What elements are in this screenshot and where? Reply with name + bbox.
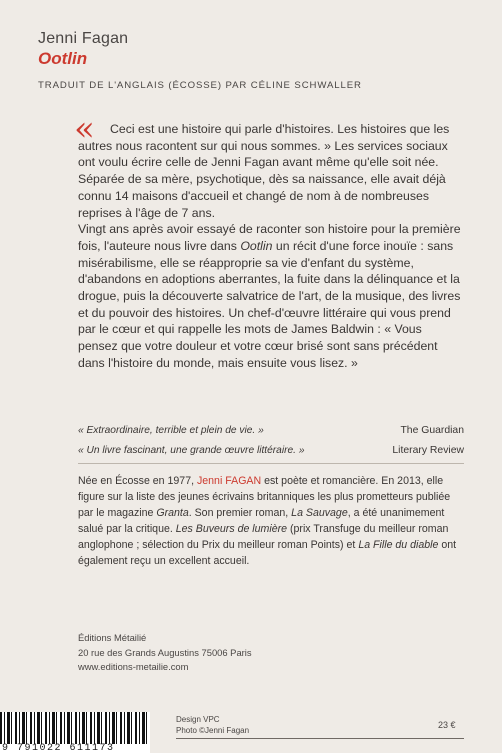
isbn-digits: 9 791022 611173	[2, 743, 115, 753]
photo-credit: Photo ©Jenni Fagan	[176, 726, 250, 735]
bottom-rule	[176, 738, 464, 739]
translator-credit: TRADUIT DE L'ANGLAIS (ÉCOSSE) PAR CÉLINE SCHWALLER	[38, 80, 362, 91]
author-name: Jenni Fagan	[38, 30, 129, 47]
blurb-paragraph-1: Ceci est une histoire qui parle d'histoires. Les histoires que les autres nous racontent sur qui nous sommes. » Les services sociaux ont voulu écrire celle de Jenni Fagan avant même qu'elle soit née. Séparée de sa mère, psychotique, dès sa naissance, elle avait déjà connu 14 maisons d'accueil et changé de nom à de nombreuses reprises à l'âge de 7 ans.	[78, 122, 450, 220]
design-credits	[176, 714, 249, 736]
bio-magazine: Granta	[156, 507, 189, 520]
barcode-bars	[0, 712, 150, 744]
press-quote-source: The Guardian	[400, 425, 464, 436]
price: 23 €	[438, 720, 456, 730]
bio-part: Née en Écosse en 1977,	[78, 475, 197, 487]
opening-quote-mark: «	[74, 109, 95, 149]
publisher-info	[78, 631, 252, 675]
bio-book-title: La Sauvage	[291, 507, 348, 520]
bio-book-title: La Fille du diable	[358, 539, 439, 552]
blurb-p2-title: Ootlin	[240, 238, 273, 253]
author-bio	[78, 473, 464, 570]
bio-part: ont également reçu un excellent accueil.	[78, 539, 457, 568]
bio-book-title: Les Buveurs de lumière	[175, 523, 288, 536]
press-quote-text: « Extraordinaire, terrible et plein de vie. »	[78, 425, 264, 436]
blurb-p2-start: Vingt ans après avoir essayé de raconter son histoire pour la première fois, l'auteure nous livre dans	[78, 222, 461, 253]
press-quote-source: Literary Review	[392, 445, 464, 456]
divider-rule	[78, 463, 464, 464]
publisher-website: www.editions-metailie.com	[78, 661, 189, 672]
blurb-p2-end: un récit d'une force inouïe : sans misérabilisme, elle se réapproprie sa vie d'enfant du système, d'abandons en adoptions aberrantes, la fuite dans la délinquance et la drogue, puis la découverte salvatrice de l'art, de la musique, des livres et du pouvoir des histoires. Un chef-d'œuvre littéraire qui vous prend par le cœur et qui rappelle les mots de James Baldwin : « Vous pensez que votre douleur et votre cœur brisé sont sans précédent dans l'histoire du monde, mais ensuite vous lisez. »	[78, 238, 461, 370]
press-quote-text: « Un livre fascinant, une grande œuvre littéraire. »	[78, 445, 305, 456]
publisher-name: Éditions Métailié	[78, 632, 147, 643]
bio-part: , a été unanimement salué par la critique.	[78, 507, 445, 536]
bio-author-name: Jenni FAGAN	[196, 475, 262, 487]
bio-part: (prix Transfuge du meilleur roman anglophone ; sélection du Prix du meilleur roman Points) et	[78, 523, 449, 552]
design-credit: Design VPC	[176, 715, 220, 724]
isbn-barcode	[0, 712, 150, 753]
bio-part: est poète et romancière. En 2013, elle figure sur la liste des jeunes écrivains britanniques les plus prometteurs publiée par le magazine	[78, 475, 451, 520]
blurb-text	[78, 121, 464, 372]
book-title: Ootlin	[38, 49, 88, 68]
publisher-address: 20 rue des Grands Augustins 75006 Paris	[78, 646, 252, 658]
blurb-paragraph-2	[78, 221, 464, 371]
bio-part: . Son premier roman,	[188, 507, 292, 520]
